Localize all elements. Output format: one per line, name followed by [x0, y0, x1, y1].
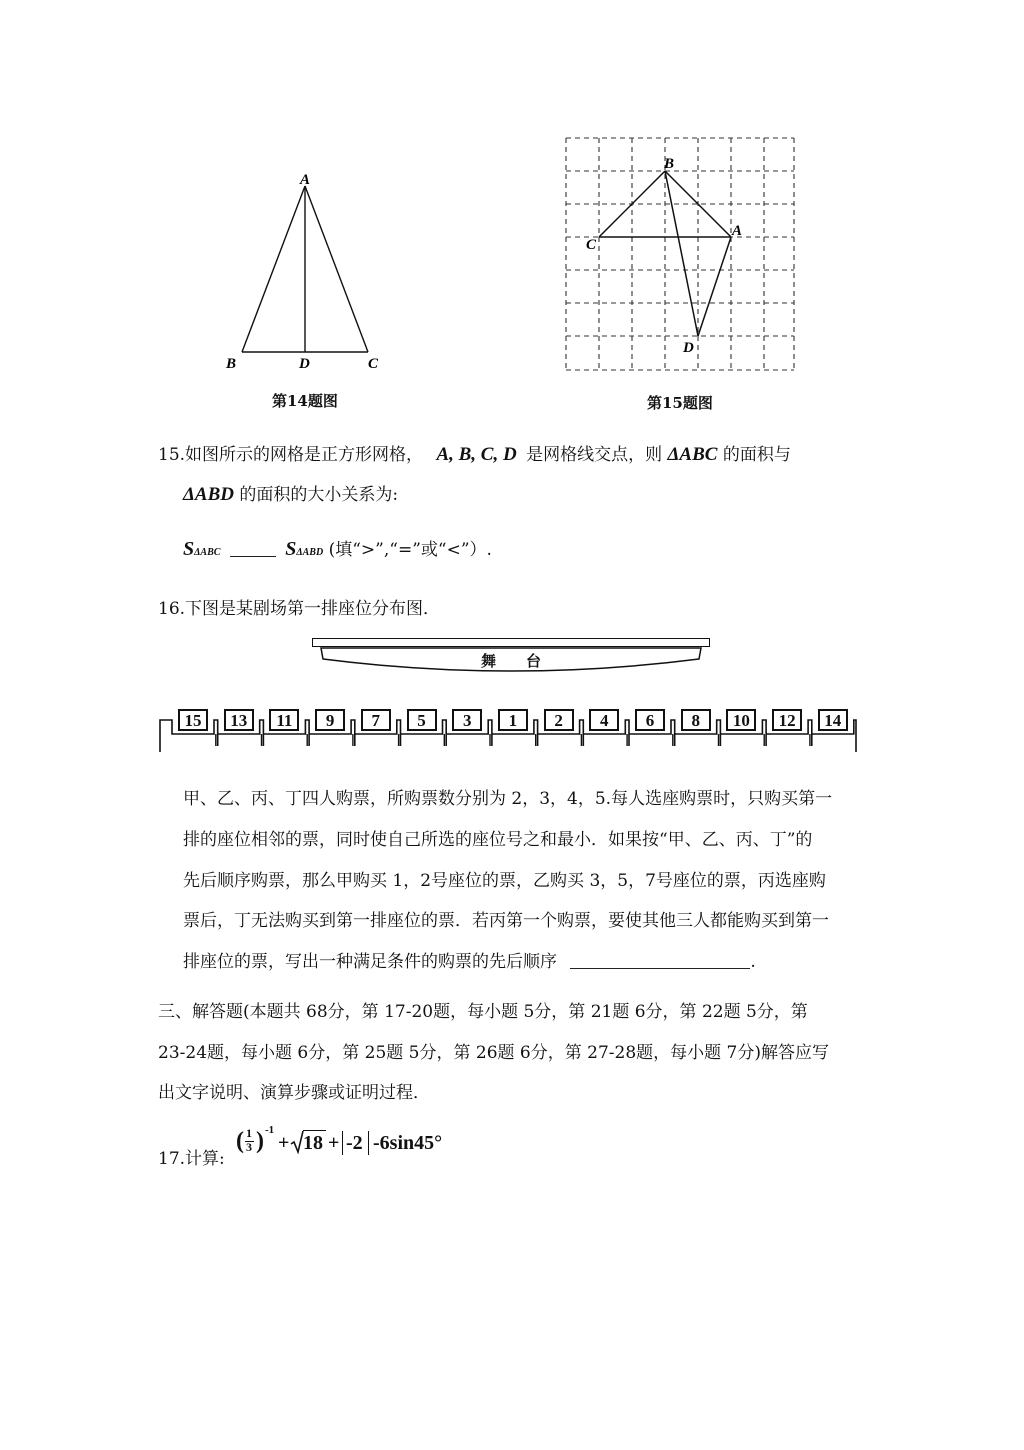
seat	[589, 709, 619, 731]
q15-line2	[183, 480, 398, 506]
seat-number: 8	[691, 711, 700, 730]
seat	[361, 709, 391, 731]
close-paren: )	[256, 1128, 264, 1154]
seat-number: 5	[417, 711, 426, 730]
q15-tri-abd: ΔABD	[183, 484, 234, 505]
q15-line2-suffix: 的面积的大小关系为:	[239, 485, 399, 505]
q16-answer-blank[interactable]	[570, 950, 750, 969]
label-c: C	[368, 356, 379, 372]
seat-number: 9	[325, 711, 335, 730]
seat	[224, 709, 254, 731]
segment-bd	[665, 171, 698, 336]
seat	[726, 709, 756, 731]
abs-bar-left	[342, 1131, 343, 1155]
segment-bc	[599, 171, 665, 237]
seat	[407, 709, 437, 731]
s-abc-subscript: ΔABC	[194, 547, 221, 558]
seat-number: 13	[230, 711, 248, 730]
s-abc-symbol: S	[183, 538, 195, 560]
seat-number: 2	[554, 711, 563, 730]
label-d: D	[299, 356, 310, 372]
side-ab	[242, 186, 305, 352]
figure-15-caption: 第15题图	[647, 394, 713, 412]
figure-14-caption: 第14题图	[272, 392, 338, 410]
q17-prefix: 17.计算:	[158, 1149, 225, 1169]
figure-15	[560, 132, 800, 377]
q15-tri-abc: ΔABC	[667, 444, 718, 465]
seat	[315, 709, 345, 731]
label-a: A	[300, 172, 311, 188]
plus-2: +	[328, 1132, 340, 1154]
sqrt-sign	[290, 1130, 304, 1154]
seat-number: 1	[508, 711, 518, 730]
q15-mid: 是网格线交点，则	[526, 445, 663, 465]
seat-number: 11	[276, 711, 293, 730]
side-ac	[305, 186, 368, 352]
fraction-denominator: 3	[246, 1140, 252, 1154]
sqrt-radicand: 18	[303, 1132, 323, 1154]
q16-para-line2: 排的座位相邻的票，同时使自己所选的座位号之和最小．如果按“甲、乙、丙、丁”的	[183, 830, 813, 850]
seat	[681, 709, 711, 731]
abs-bar-right	[368, 1131, 369, 1155]
q16-end-mark: .	[750, 952, 756, 972]
q15-line1	[158, 440, 791, 466]
figure-14	[220, 168, 390, 378]
seat	[818, 709, 848, 731]
seat-number: 4	[600, 711, 609, 730]
seat-number: 12	[778, 711, 796, 730]
plus-1: +	[278, 1132, 290, 1154]
section3-line3: 出文字说明、演算步骤或证明过程．	[158, 1083, 430, 1103]
label-b: B	[664, 156, 675, 172]
seat	[178, 709, 208, 731]
segment-ad	[698, 237, 731, 336]
section3-line2: 23-24题，每小题 6分，第 25题 5分，第 26题 6分，第 27-28题，每小题 7分)解答应写	[158, 1043, 830, 1063]
seat	[544, 709, 574, 731]
q15-suffix: 的面积与	[722, 445, 791, 465]
seat	[772, 709, 802, 731]
expression-tail: -6sin45°	[373, 1132, 443, 1154]
q16-para-line1: 甲、乙、丙、丁四人购票，所购票数分别为 2，3，4，5.每人选座购票时，只购买第一	[183, 789, 833, 809]
q15-answer-line	[183, 535, 492, 561]
q16-para-line3: 先后顺序购票，那么甲购买 1，2号座位的票，乙购买 3，5，7号座位的票，丙选座购	[183, 871, 826, 891]
q15-prefix: 15.如图所示的网格是正方形网格，	[158, 445, 424, 465]
label-b: B	[226, 356, 237, 372]
open-paren: (	[236, 1128, 244, 1154]
q15-fill-hint: (填“>”,“=”或“<”）.	[328, 540, 492, 560]
stage-label: 舞 台	[480, 652, 541, 670]
dashed-grid	[566, 138, 794, 370]
s-abd-symbol: S	[285, 538, 297, 560]
seat-number: 6	[645, 711, 655, 730]
fraction-numerator: 1	[246, 1126, 252, 1140]
q16-para-line5-text: 排座位的票，写出一种满足条件的购票的先后顺序	[183, 952, 557, 972]
q16-intro: 16.下图是某剧场第一排座位分布图．	[158, 599, 441, 619]
stage-top-bar	[312, 638, 710, 647]
label-a: A	[732, 223, 743, 239]
label-d: D	[683, 340, 694, 356]
abs-value: -2	[346, 1132, 363, 1154]
s-abd-subscript: ΔABD	[296, 547, 324, 558]
seat	[269, 709, 299, 731]
q15-answer-blank[interactable]	[230, 538, 276, 557]
stage	[312, 638, 710, 676]
seat-number: 7	[371, 711, 381, 730]
q17	[158, 1124, 558, 1168]
sqrt-overline	[303, 1130, 326, 1131]
q16-para-line5	[183, 947, 756, 972]
seat-list	[158, 700, 858, 756]
section3-line1: 三、解答题(本题共 68分，第 17-20题，每小题 5分，第 21题 6分，第 22题 5分，第	[158, 1002, 808, 1022]
q15-points: A, B, C, D	[436, 444, 517, 465]
seat	[635, 709, 665, 731]
exponent: -1	[265, 1124, 275, 1136]
seat-number: 10	[732, 711, 750, 730]
label-c: C	[586, 237, 597, 253]
seat-number: 15	[184, 711, 202, 730]
seat-number: 3	[462, 711, 472, 730]
seat-row	[158, 700, 858, 756]
q16-para-line4: 票后，丁无法购买到第一排座位的票．若丙第一个购票，要使其他三人都能购买到第一	[183, 911, 829, 931]
seat	[498, 709, 528, 731]
seat	[452, 709, 482, 731]
seat-number: 14	[824, 711, 842, 730]
